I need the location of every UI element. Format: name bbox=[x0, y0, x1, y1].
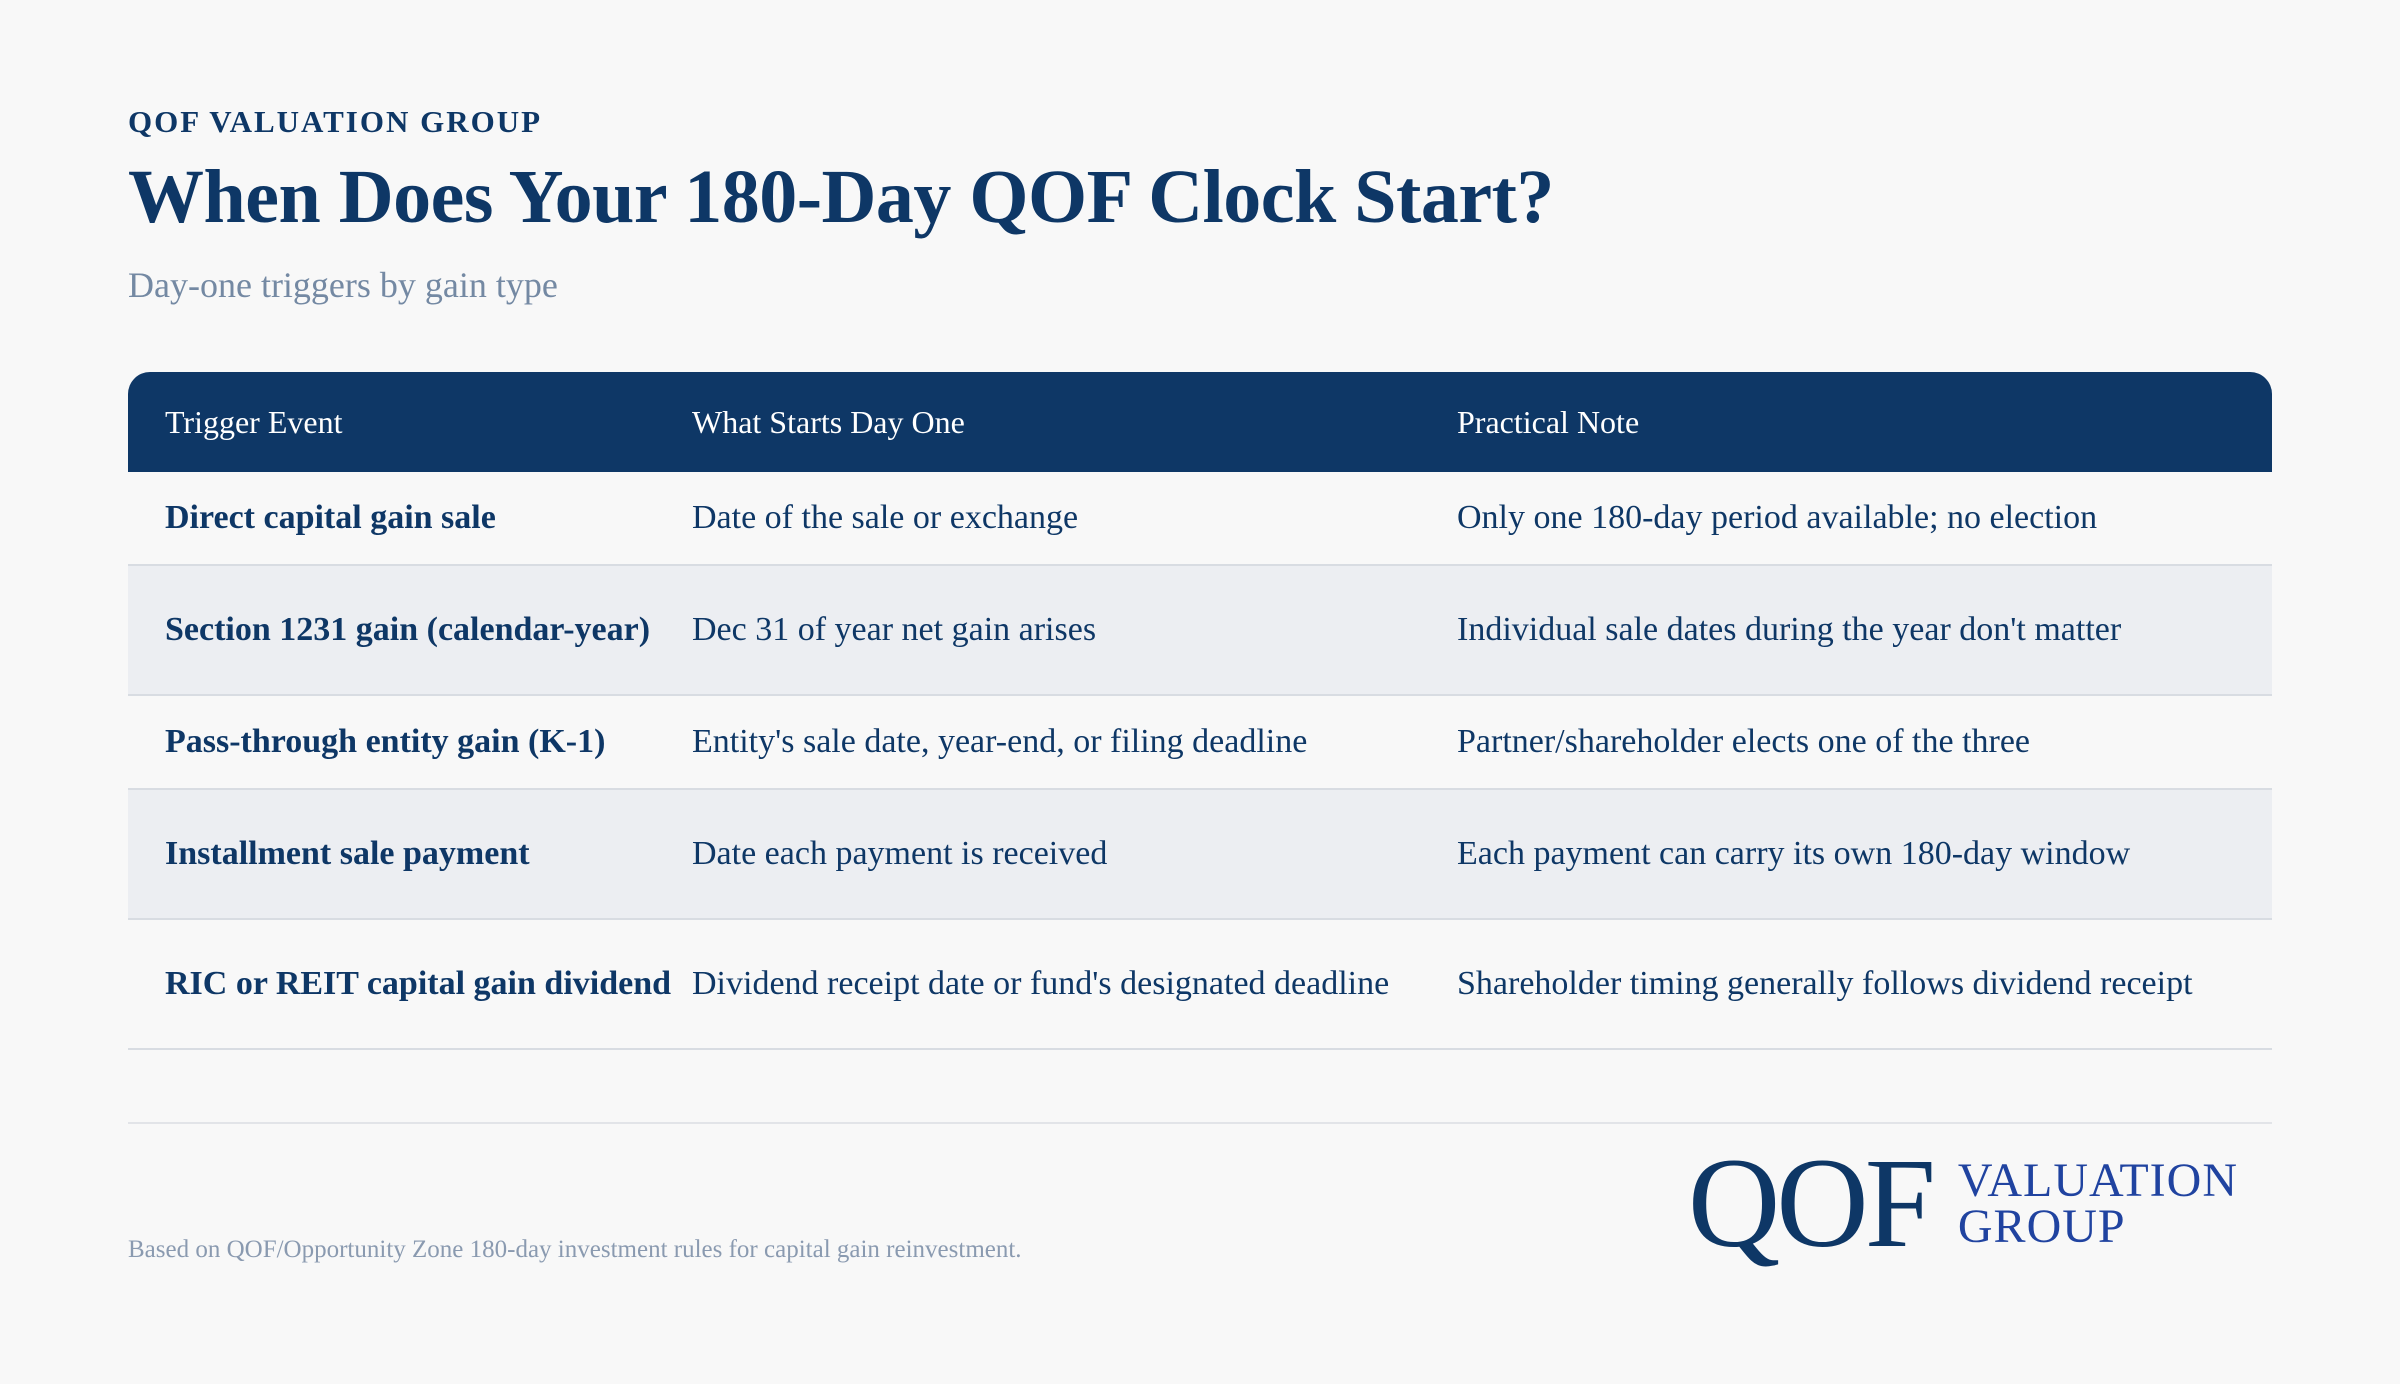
note-cell: Partner/shareholder elects one of the three bbox=[1457, 723, 2031, 760]
footer-note: Based on QOF/Opportunity Zone 180-day investment rules for capital gain reinvestment. bbox=[128, 1236, 1022, 1263]
logo-mark: QOF bbox=[1687, 1132, 1932, 1274]
logo-wordmark bbox=[1957, 1154, 2238, 1253]
note-cell: Only one 180-day period available; no election bbox=[1457, 499, 2098, 536]
page-title: When Does Your 180-Day QOF Clock Start? bbox=[128, 155, 1554, 239]
trigger-cell: Section 1231 gain (calendar-year) bbox=[165, 611, 651, 648]
brand-eyebrow: QOF VALUATION GROUP bbox=[128, 104, 543, 139]
starts-cell: Dec 31 of year net gain arises bbox=[692, 611, 1097, 648]
note-cell: Each payment can carry its own 180-day window bbox=[1457, 835, 2131, 872]
table-row bbox=[128, 472, 2272, 566]
column-header-note: Practical Note bbox=[1457, 403, 1640, 440]
trigger-cell: Pass-through entity gain (K-1) bbox=[165, 723, 606, 760]
table-row bbox=[128, 920, 2272, 1050]
note-cell: Individual sale dates during the year don't matter bbox=[1457, 611, 2122, 648]
table-row bbox=[128, 566, 2272, 696]
starts-cell: Date each payment is received bbox=[692, 835, 1108, 872]
company-logo bbox=[1687, 1132, 2238, 1274]
logo-line-valuation: VALUATION bbox=[1957, 1154, 2238, 1207]
column-header-trigger: Trigger Event bbox=[165, 403, 343, 440]
starts-cell: Entity's sale date, year-end, or filing deadline bbox=[692, 723, 1308, 760]
table-header bbox=[128, 372, 2272, 472]
page-subtitle: Day-one triggers by gain type bbox=[128, 265, 558, 305]
starts-cell: Date of the sale or exchange bbox=[692, 499, 1079, 536]
column-header-starts: What Starts Day One bbox=[692, 403, 965, 440]
note-cell: Shareholder timing generally follows dividend receipt bbox=[1457, 965, 2193, 1002]
trigger-cell: Direct capital gain sale bbox=[165, 499, 496, 536]
table-row bbox=[128, 790, 2272, 920]
table-row bbox=[128, 696, 2272, 790]
trigger-table bbox=[128, 372, 2272, 1050]
trigger-cell: RIC or REIT capital gain dividend bbox=[165, 965, 672, 1002]
page bbox=[128, 0, 2272, 1384]
footer-divider bbox=[128, 1122, 2272, 1124]
trigger-cell: Installment sale payment bbox=[165, 835, 530, 872]
starts-cell: Dividend receipt date or fund's designated deadline bbox=[692, 965, 1390, 1002]
logo-line-group: GROUP bbox=[1957, 1200, 2126, 1253]
